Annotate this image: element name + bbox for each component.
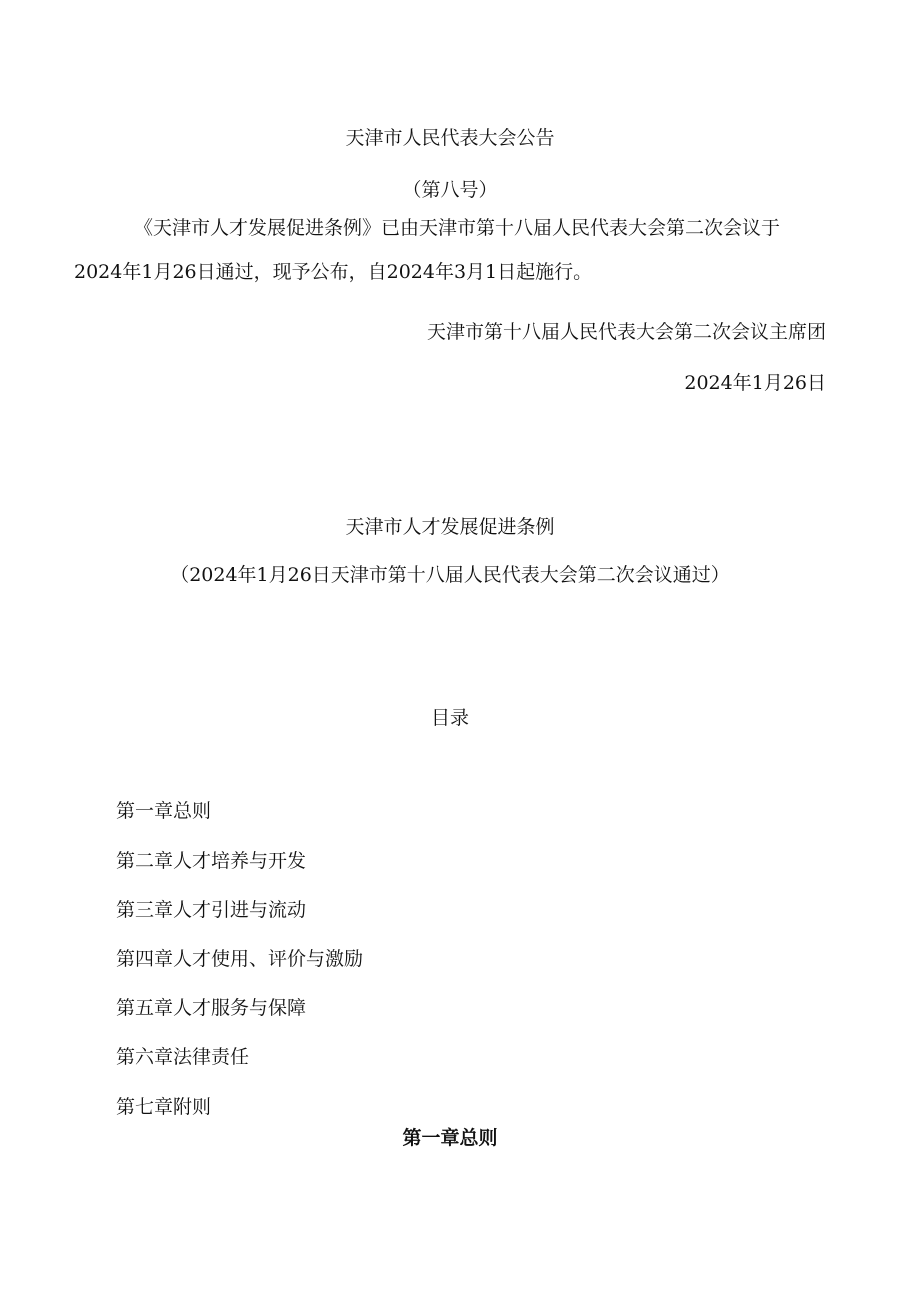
announcement-date: 2024年1月26日 (684, 372, 826, 394)
toc-item: 第三章人才引进与流动 (116, 899, 307, 921)
announcement-signatory: 天津市第十八届人民代表大会第二次会议主席团 (426, 321, 826, 343)
chapter-heading: 第一章总则 (402, 1127, 498, 1149)
toc-heading: 目录 (430, 707, 469, 729)
announcement-title: 天津市人民代表大会公告 (345, 127, 555, 149)
regulation-adoption-note: （2024年1月26日天津市第十八届人民代表大会第二次会议通过） (170, 564, 730, 586)
toc-item: 第七章附则 (116, 1096, 212, 1118)
toc-item: 第六章法律责任 (116, 1046, 250, 1068)
toc-item: 第一章总则 (116, 800, 212, 822)
announcement-body-line-1: 《天津市人才发展促进条例》已由天津市第十八届人民代表大会第二次会议于 (134, 217, 781, 239)
announcement-number: （第八号） (402, 179, 498, 201)
toc-item: 第二章人才培养与开发 (116, 850, 307, 872)
toc-item: 第四章人才使用、评价与激励 (116, 948, 364, 970)
toc-item: 第五章人才服务与保障 (116, 997, 307, 1019)
announcement-body-line-2: 2024年1月26日通过，现予公布，自2024年3月1日起施行。 (74, 261, 593, 283)
regulation-title: 天津市人才发展促进条例 (345, 516, 555, 538)
